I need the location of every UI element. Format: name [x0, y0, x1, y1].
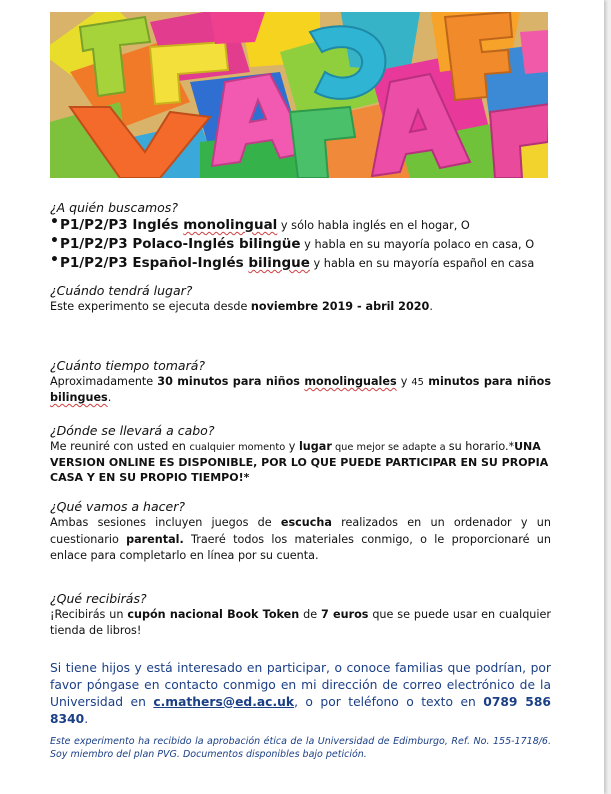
- who-item-spanish: •P1/P2/P3 Español-Inglés bilingue y habla en su mayoría español en casa: [50, 252, 535, 271]
- who-item-monolingual: •P1/P2/P3 Inglés monolingual y sólo habla inglés en el hogar, O: [50, 214, 470, 233]
- when-question: ¿Cuándo tendrá lugar?: [50, 283, 193, 298]
- receive-question: ¿Qué recibirás?: [50, 590, 147, 606]
- receive-text: ¡Recibirás un cupón nacional Book Token de 7 euros que se puede usar en cualquier tienda de libros!: [50, 607, 551, 637]
- ethics-note: Este experimento ha recibido la aprobación ética de la Universidad de Edimburgo, Ref. No. 155-1718/6. Soy miembro del plan PVG. Documentos disponibles bajo petición.: [50, 735, 551, 760]
- where-question: ¿Dónde se llevará a cabo?: [50, 423, 215, 438]
- content: [50, 200, 551, 761]
- howlong-question: ¿Cuánto tiempo tomará?: [50, 358, 206, 373]
- plastic-letters-image: [50, 12, 548, 178]
- where-text: Me reuniré con usted en cualquier momento y lugar que mejor se adapte a su horario.*UNA VERSION ONLINE ES DISPONIBLE, POR LO QUE PUEDE PARTICIPAR EN SU PROPIA CASA Y EN SU PROPIO TIEMPO!*: [50, 440, 549, 484]
- who-question: ¿A quién buscamos?: [50, 200, 178, 215]
- email-link[interactable]: c.mathers@ed.ac.uk: [153, 694, 295, 709]
- what-text: Ambas sesiones incluyen juegos de escucha realizados en un ordenador y un cuestionario parental. Traeré todos los materiales conmigo, o le proporcionaré un enlace para completarlo en línea por su cuenta.: [50, 516, 551, 562]
- howlong-text: Aproximadamente 30 minutos para niños monolinguales y 45 minutos para niños bilingues.: [50, 375, 552, 404]
- who-item-polish: •P1/P2/P3 Polaco-Inglés bilingüe y habla en su mayoría polaco en casa, O: [50, 233, 535, 252]
- contact-text: Si tiene hijos y está interesado en participar, o conoce familias que podrían, por favor póngase en contacto conmigo en mi dirección de correo electrónico de la Universidad en c.mathers@ed.ac.uk, o por teléfono o texto en 0789 586 8340.: [50, 660, 551, 726]
- what-question: ¿Qué vamos a hacer?: [50, 499, 185, 514]
- banner-image: [50, 12, 548, 178]
- phone-number: 0789 586 8340: [50, 694, 551, 726]
- when-text: Este experimento se ejecuta desde noviembre 2019 - abril 2020.: [50, 300, 433, 313]
